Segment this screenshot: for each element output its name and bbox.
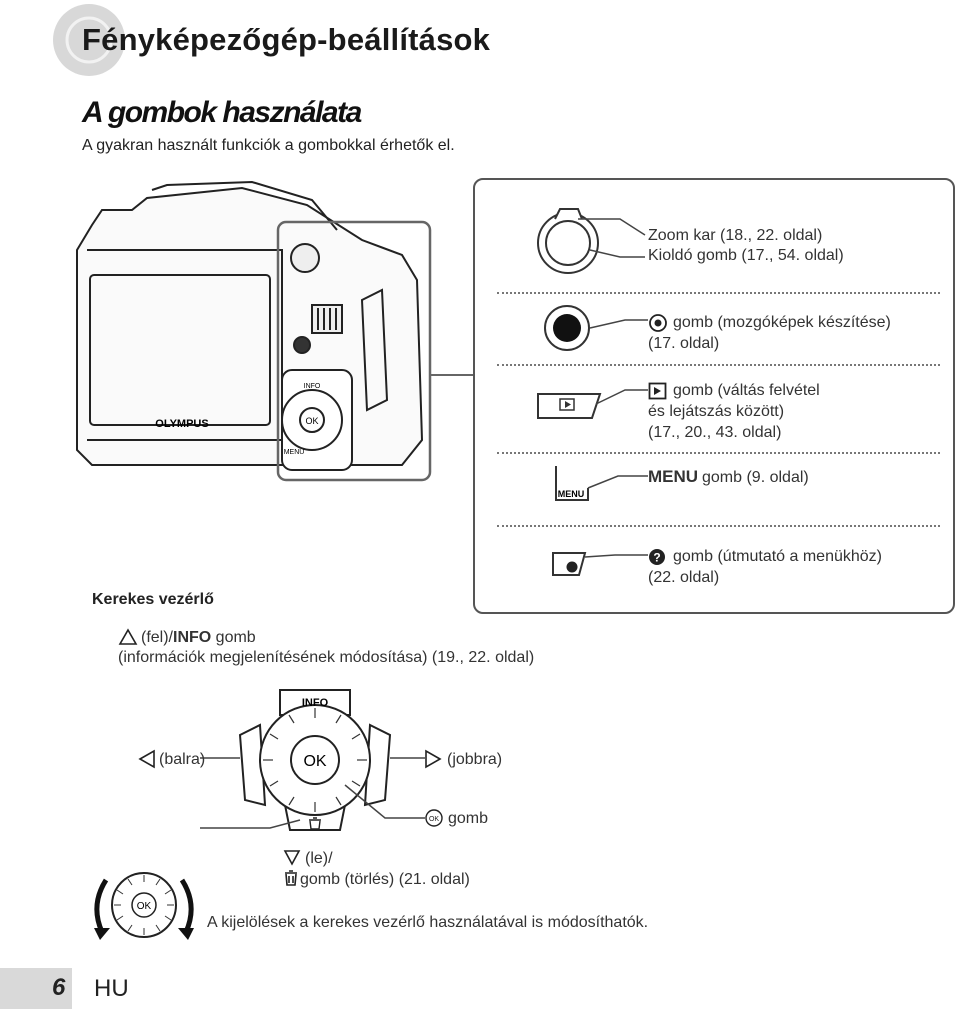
control-dial-illustration <box>200 680 440 860</box>
camera-dial-mini <box>282 370 352 470</box>
right-arrow-icon <box>424 749 442 769</box>
help-button-icon <box>545 545 650 585</box>
svg-text:?: ? <box>653 550 661 565</box>
rotating-ok-label: OK <box>136 901 152 912</box>
up-desc: (információk megjelenítésének módosítása) (19., 22. oldal) <box>118 649 535 666</box>
dial-info-label: INFO <box>301 697 329 709</box>
up-label: (fel)/ <box>141 629 173 646</box>
zoom-lever-label: Zoom kar (18., 22. oldal) <box>648 227 823 244</box>
ok-symbol-icon <box>424 808 444 828</box>
help-button-page: (22. oldal) <box>648 569 720 586</box>
right-label: (jobbra) <box>447 751 503 768</box>
playback-button-desc: és lejátszás között) <box>648 403 785 420</box>
playback-button-page: (17., 20., 43. oldal) <box>648 424 782 441</box>
divider <box>497 364 940 366</box>
page-number: 6 <box>52 974 66 1001</box>
down-desc: gomb (törlés) (21. oldal) <box>300 871 470 888</box>
playback-symbol-icon <box>648 381 668 401</box>
up-label-line <box>141 628 256 648</box>
mini-menu-label: MENU <box>283 449 305 456</box>
playback-button-icon <box>530 378 650 428</box>
language-code: HU <box>94 975 129 1002</box>
divider <box>497 292 940 294</box>
mini-ok-label: OK <box>305 416 319 426</box>
camera-brand: OLYMPUS <box>155 418 209 430</box>
page-title: Fényképezőgép-beállítások <box>82 22 491 57</box>
up-arrow-icon <box>118 628 138 646</box>
rotating-dial-icon <box>88 860 203 942</box>
up-info-label: INFO <box>173 629 212 646</box>
dial-title: Kerekes vezérlő <box>92 591 214 608</box>
down-arrow-icon <box>283 848 301 866</box>
section-title: A gombok használata <box>82 96 361 129</box>
zoom-lever-icon <box>530 205 650 275</box>
camera-back-illustration <box>72 180 432 485</box>
ok-button-label: gomb <box>448 810 489 827</box>
help-button-label: gomb (útmutató a menükhöz) <box>673 548 882 565</box>
divider <box>497 525 940 527</box>
rotate-note: A kijelölések a kerekes vezérlő használatával is módosíthatók. <box>207 914 649 931</box>
up-gomb-label: gomb <box>211 629 256 646</box>
left-arrow-icon <box>138 749 156 769</box>
intro-text: A gyakran használt funkciók a gombokkal érhetők el. <box>82 137 455 154</box>
menu-button-icon <box>548 462 648 506</box>
down-label: (le)/ <box>305 850 333 867</box>
movie-button-icon <box>540 298 650 358</box>
svg-text:OK: OK <box>428 816 440 823</box>
menu-button-label: gomb (9. oldal) <box>702 469 809 486</box>
help-symbol-icon <box>648 547 668 567</box>
playback-button-label: gomb (váltás felvétel <box>673 382 820 399</box>
divider <box>497 452 940 454</box>
movie-button-page: (17. oldal) <box>648 335 720 352</box>
mini-info-label: INFO <box>303 383 321 390</box>
menu-icon-label: MENU <box>557 489 585 499</box>
shutter-button-label: Kioldó gomb (17., 54. oldal) <box>648 247 844 264</box>
trash-icon <box>283 869 299 887</box>
movie-symbol-icon <box>648 313 668 333</box>
menu-label-icon: MENU <box>648 467 699 486</box>
left-label: (balra) <box>159 751 206 768</box>
movie-button-label: gomb (mozgóképek készítése) <box>673 314 891 331</box>
dial-ok-label: OK <box>303 753 327 770</box>
